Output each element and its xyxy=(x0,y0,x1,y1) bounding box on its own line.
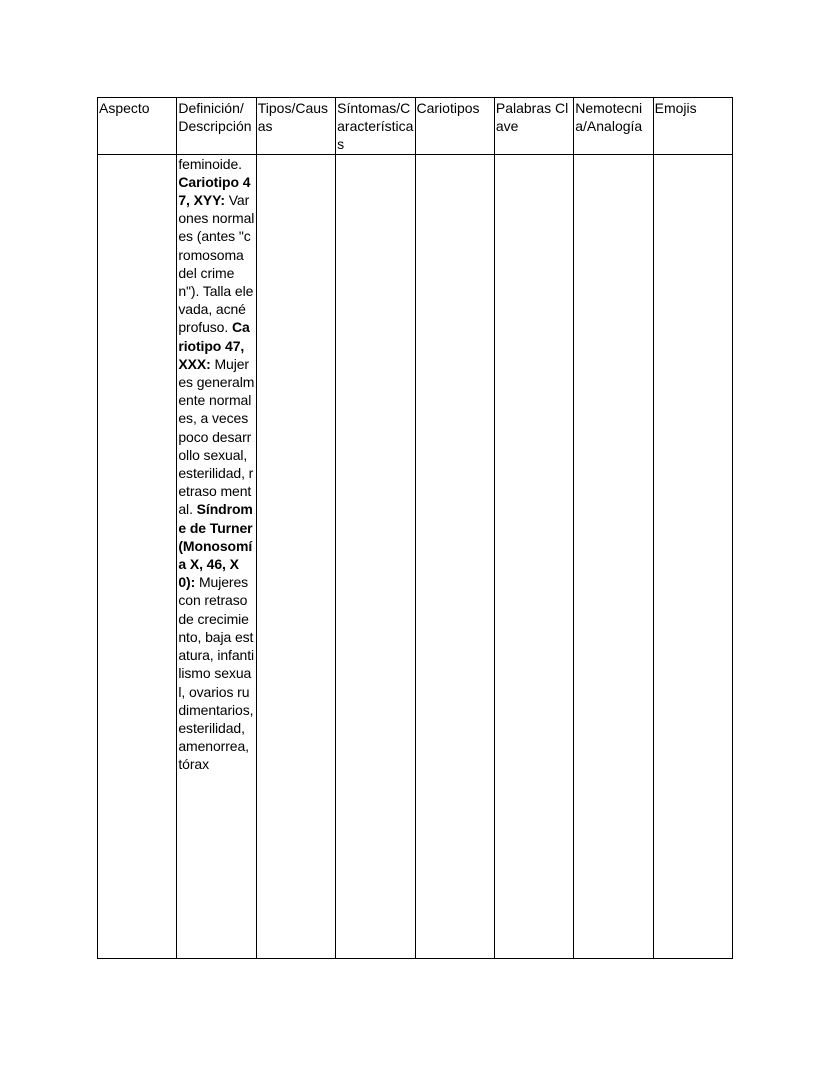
header-palabras-clave: Palabras Clave xyxy=(494,98,573,155)
turner-title: Síndrome de Turner (Monosomía X, 46, X0): xyxy=(178,501,253,591)
content-table xyxy=(97,97,733,959)
cell-emojis xyxy=(653,154,732,958)
xxx-text: Mujeres generalmente normales, a veces poco desarrollo sexual, esterilidad, retraso mental. xyxy=(178,355,255,518)
table-header xyxy=(98,98,733,155)
table-row xyxy=(98,154,733,958)
cell-aspecto xyxy=(98,154,177,958)
header-aspecto: Aspecto xyxy=(98,98,177,155)
xyy-text: Varones normales (antes "cromosoma del crimen"). Talla elevada, acné profuso. xyxy=(178,192,255,336)
xyy-title: Cariotipo 47, XYY: xyxy=(178,173,251,209)
header-row xyxy=(98,98,733,155)
definicion-intro: feminoide. xyxy=(178,155,242,172)
header-emojis: Emojis xyxy=(653,98,732,155)
table-body xyxy=(98,154,733,958)
cell-tipos xyxy=(256,154,335,958)
cell-definicion xyxy=(177,154,256,958)
xxx-title: Cariotipo 47, XXX: xyxy=(178,319,250,372)
header-sintomas: Síntomas/Características xyxy=(336,98,415,155)
header-definicion: Definición/ Descripción xyxy=(177,98,256,155)
header-cariotipos: Cariotipos xyxy=(415,98,494,155)
cell-cariotipos xyxy=(415,154,494,958)
header-nemotecnia: Nemotecnia/Analogía xyxy=(574,98,653,155)
turner-text: Mujeres con retraso de crecimiento, baja estatura, infantilismo sexual, ovarios rudimentarios, esterilidad, amenorrea, tórax xyxy=(178,574,255,773)
header-tipos: Tipos/Causas xyxy=(256,98,335,155)
cell-nemotecnia xyxy=(574,154,653,958)
cell-sintomas xyxy=(336,154,415,958)
cell-palabras-clave xyxy=(494,154,573,958)
